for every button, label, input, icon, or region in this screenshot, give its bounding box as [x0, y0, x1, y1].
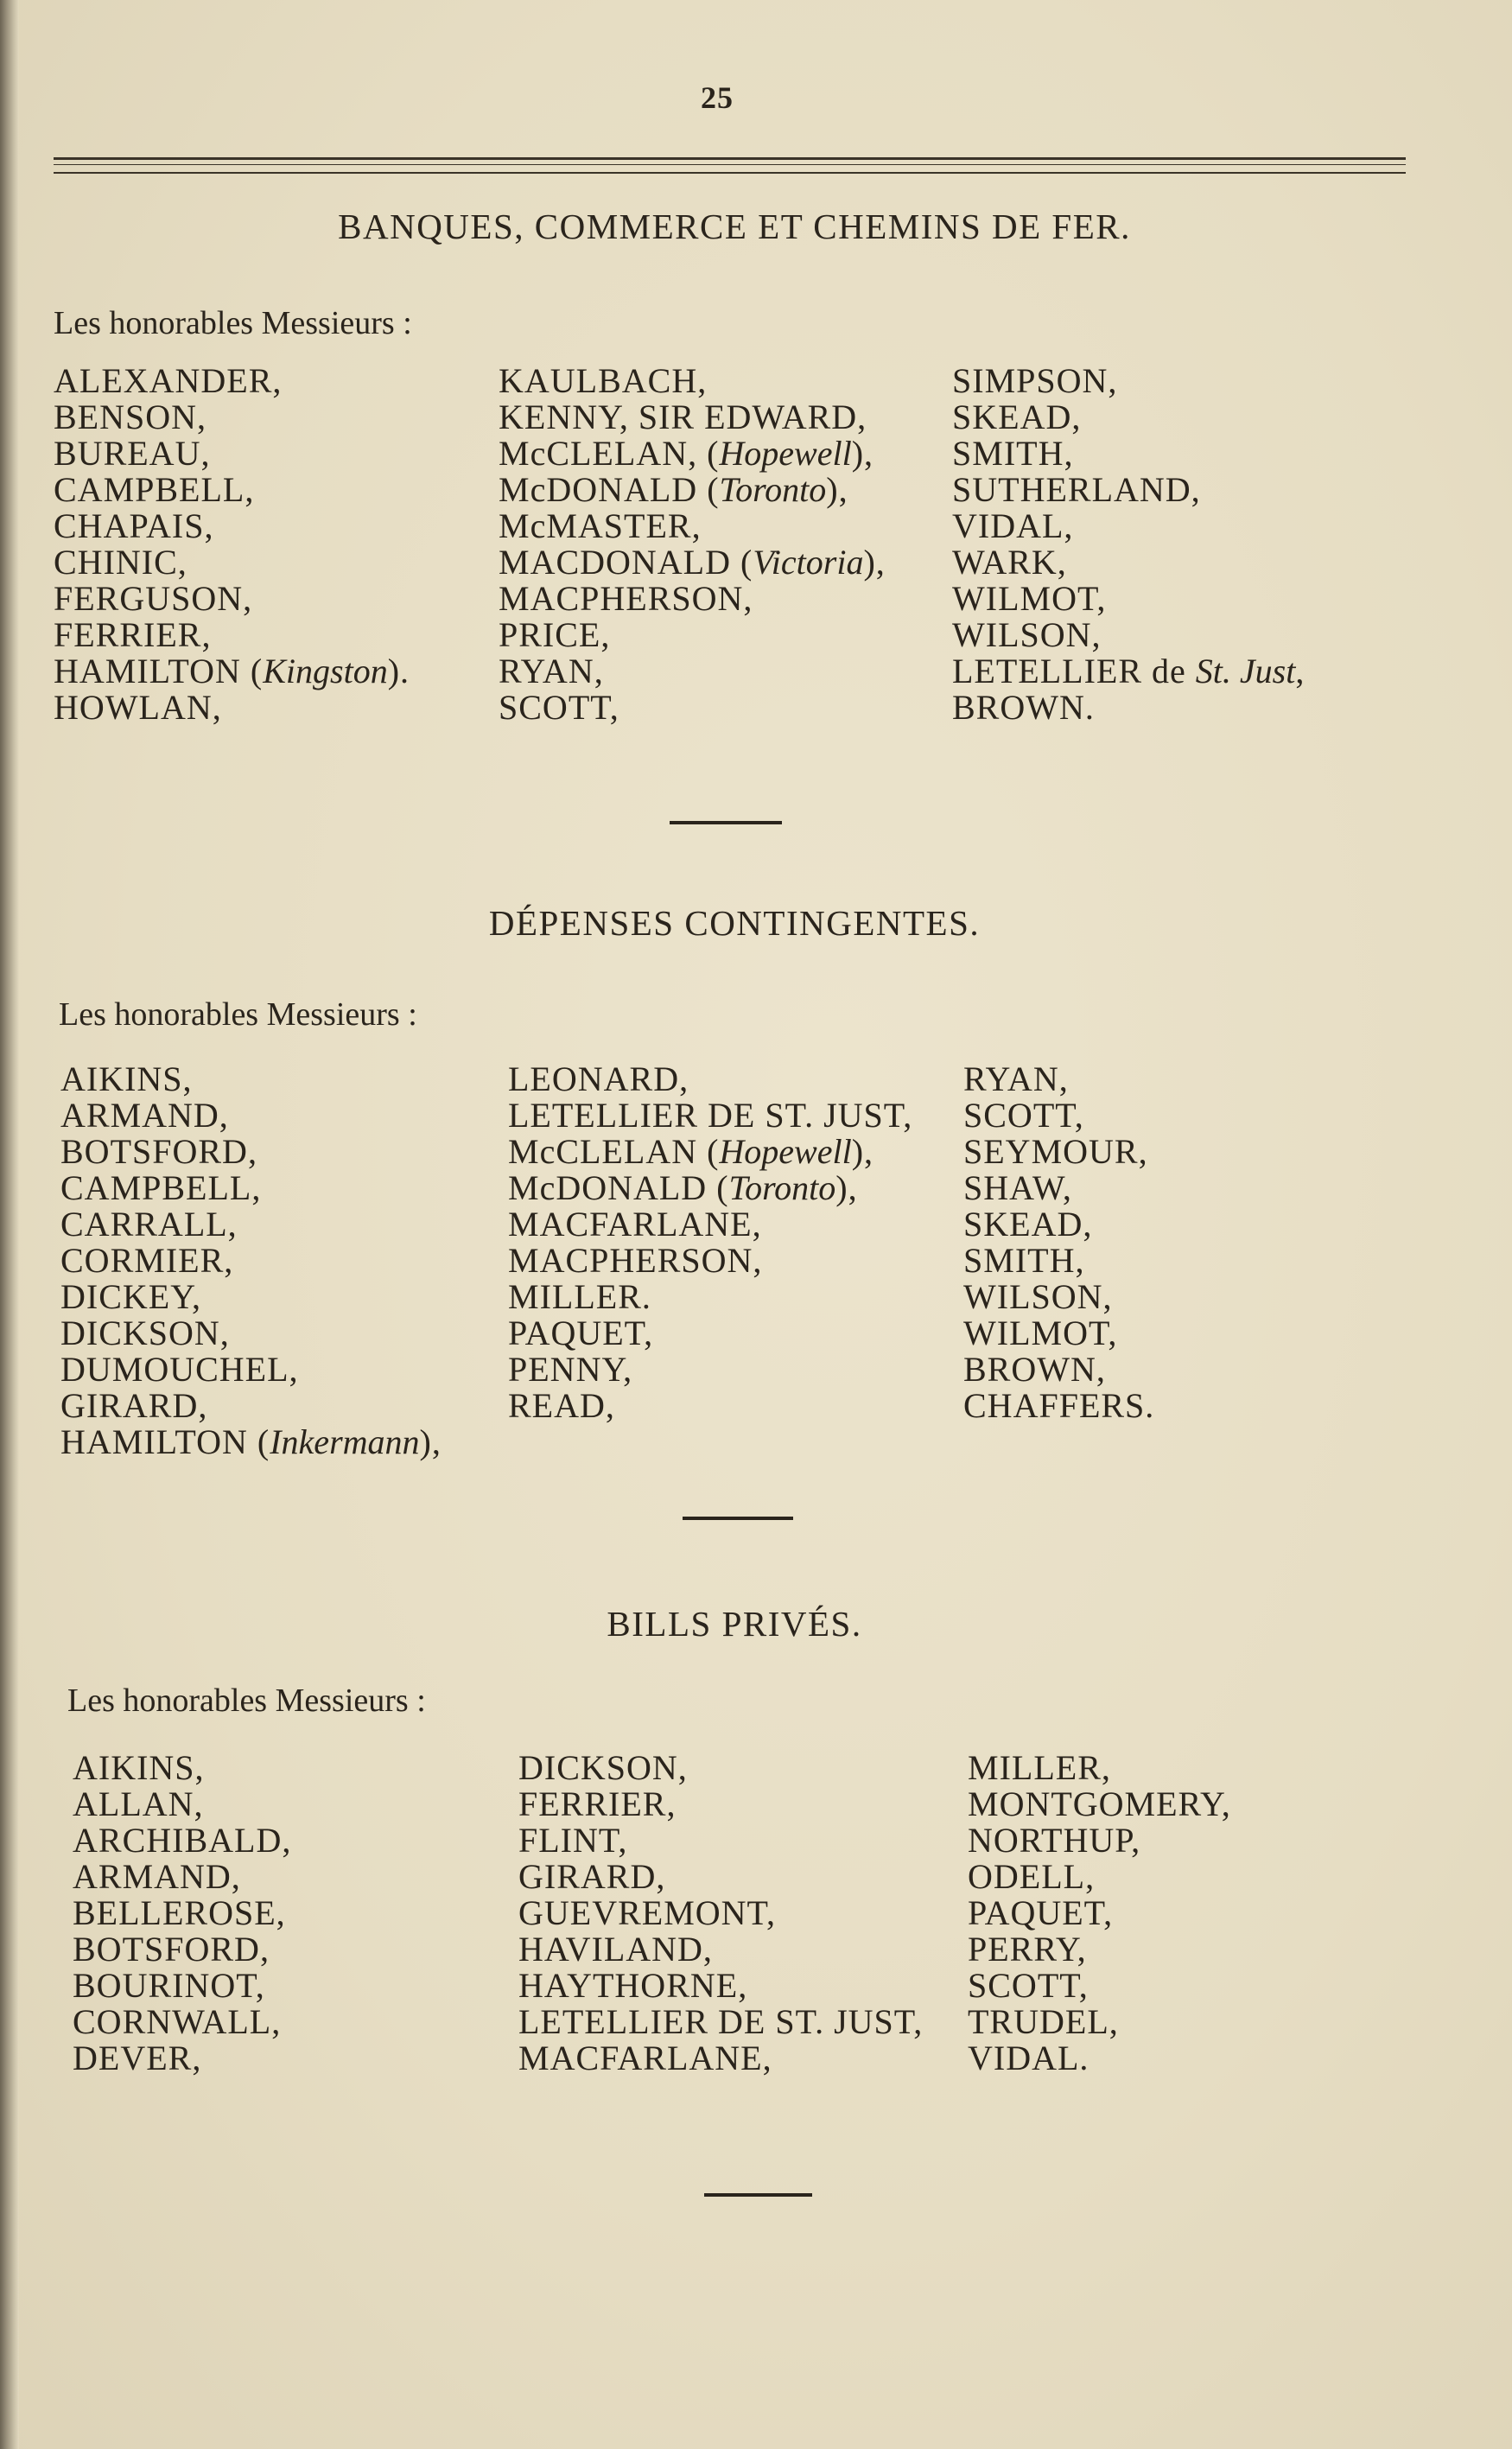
member-name	[499, 581, 886, 617]
member-name-text: CAMPBELL,	[60, 1168, 262, 1207]
member-name-text: CHINIC,	[54, 543, 187, 582]
member-name	[952, 653, 1305, 690]
member-name	[963, 1170, 1154, 1206]
member-name	[952, 399, 1305, 436]
member-name-text: DICKSON,	[518, 1748, 688, 1787]
member-name-text: BOURINOT,	[73, 1966, 265, 2005]
member-riding: Toronto	[728, 1168, 836, 1207]
member-name	[508, 1170, 912, 1206]
member-riding: St. Just	[1195, 652, 1296, 690]
member-name	[60, 1134, 442, 1170]
member-name	[508, 1388, 912, 1424]
member-name	[73, 2004, 291, 2040]
section-divider	[670, 821, 782, 824]
member-name-text: DICKSON,	[60, 1314, 230, 1352]
section-title-depenses: DÉPENSES CONTINGENTES.	[488, 903, 981, 943]
member-name	[968, 1750, 1231, 1786]
member-name	[508, 1206, 912, 1243]
member-name	[508, 1134, 912, 1170]
member-name-text: BROWN,	[963, 1350, 1106, 1389]
member-name	[518, 1786, 923, 1822]
member-name-text: DUMOUCHEL,	[60, 1350, 299, 1389]
member-name-text: MACPHERSON,	[499, 579, 753, 618]
member-name-text: SKEAD,	[963, 1205, 1093, 1244]
member-name-text: MILLER.	[508, 1277, 651, 1316]
member-name-text: WILSON,	[963, 1277, 1113, 1316]
member-name-text: BOTSFORD,	[60, 1132, 257, 1171]
member-name-text: MACFARLANE,	[508, 1205, 762, 1244]
member-name-text: GIRARD,	[60, 1386, 208, 1425]
member-name-text: GIRARD,	[518, 1857, 666, 1896]
member-name-text: HAMILTON (	[54, 652, 264, 690]
member-name-text: GUEVREMONT,	[518, 1893, 777, 1932]
binding-edge	[0, 0, 19, 2449]
member-name-text: BOTSFORD,	[73, 1930, 270, 1969]
member-name-text: SMITH,	[952, 434, 1074, 473]
member-name	[54, 472, 410, 508]
member-name-text: WARK,	[952, 543, 1067, 582]
member-name	[54, 617, 410, 653]
member-name-text: RYAN,	[963, 1059, 1069, 1098]
member-name-punctuation: ),	[851, 434, 874, 473]
member-name	[508, 1279, 912, 1315]
member-name-text: SEYMOUR,	[963, 1132, 1148, 1171]
member-name-text: AIKINS,	[73, 1748, 205, 1787]
member-name-text: BROWN.	[952, 688, 1095, 727]
member-name-text: McMASTER,	[499, 506, 702, 545]
member-name-text: LETELLIER DE ST. JUST,	[518, 2002, 924, 2041]
member-name-text: KENNY, SIR EDWARD,	[499, 398, 867, 436]
member-name-text: PENNY,	[508, 1350, 633, 1389]
member-name-text: McDONALD (	[508, 1168, 729, 1207]
member-name-text: MONTGOMERY,	[968, 1784, 1231, 1823]
member-name-text: FERRIER,	[54, 615, 212, 654]
member-name-text: VIDAL.	[968, 2039, 1090, 2077]
member-name	[968, 1822, 1231, 1859]
member-name-text: ODELL,	[968, 1857, 1096, 1896]
member-name-text: CORNWALL,	[73, 2002, 282, 2041]
member-name-text: PERRY,	[968, 1930, 1087, 1969]
member-name	[508, 1061, 912, 1097]
member-name-text: CAMPBELL,	[54, 470, 255, 509]
member-name-text: ALLAN,	[73, 1784, 204, 1823]
member-name	[508, 1097, 912, 1134]
member-name	[60, 1279, 442, 1315]
member-name-text: MACPHERSON,	[508, 1241, 763, 1280]
section-title-bills: BILLS PRIVÉS.	[607, 1604, 862, 1644]
member-name	[508, 1243, 912, 1279]
member-name	[60, 1097, 442, 1134]
member-name-text: NORTHUP,	[968, 1821, 1141, 1860]
member-name	[518, 1968, 923, 2004]
member-name	[60, 1352, 442, 1388]
member-name	[54, 690, 410, 726]
member-name-text: HOWLAN,	[54, 688, 222, 727]
member-name-text: VIDAL,	[952, 506, 1074, 545]
member-name-text: McCLELAN (	[508, 1132, 720, 1171]
member-riding: Hopewell	[719, 1132, 852, 1171]
member-name-text: CHAFFERS.	[963, 1386, 1155, 1425]
member-name	[968, 1859, 1231, 1895]
member-name	[499, 472, 886, 508]
member-name	[54, 399, 410, 436]
member-name	[968, 2004, 1231, 2040]
member-name	[968, 1895, 1231, 1931]
member-name-punctuation: ,	[1295, 652, 1306, 690]
member-name	[73, 1859, 291, 1895]
member-column	[963, 1061, 1154, 1424]
member-name-text: LEONARD,	[508, 1059, 689, 1098]
member-name	[60, 1061, 442, 1097]
section-intro-depenses: Les honorables Messieurs :	[59, 996, 417, 1033]
member-name	[54, 581, 410, 617]
member-name-text: TRUDEL,	[968, 2002, 1119, 2041]
member-name	[499, 617, 886, 653]
member-riding: Kingston	[263, 652, 388, 690]
member-name-text: FERRIER,	[518, 1784, 677, 1823]
member-name	[952, 617, 1305, 653]
member-riding: Victoria	[753, 543, 864, 582]
member-name	[499, 508, 886, 544]
member-name-text: SMITH,	[963, 1241, 1085, 1280]
member-name	[60, 1424, 442, 1460]
member-name	[499, 399, 886, 436]
member-name-text: PRICE,	[499, 615, 611, 654]
member-name	[968, 1931, 1231, 1968]
member-name	[952, 436, 1305, 472]
member-name	[968, 1968, 1231, 2004]
member-name	[60, 1206, 442, 1243]
member-name	[968, 2040, 1231, 2077]
member-name-text: SIMPSON,	[952, 361, 1118, 400]
member-name-text: ALEXANDER,	[54, 361, 283, 400]
member-column	[73, 1750, 291, 2077]
member-name	[952, 363, 1305, 399]
member-name	[60, 1170, 442, 1206]
member-name	[499, 436, 886, 472]
page-number: 25	[701, 80, 734, 115]
member-name-text: McDONALD (	[499, 470, 720, 509]
member-name-text: WILMOT,	[963, 1314, 1118, 1352]
section-intro-banques: Les honorables Messieurs :	[54, 305, 412, 341]
member-name	[952, 508, 1305, 544]
member-name-text: WILSON,	[952, 615, 1102, 654]
member-column	[499, 363, 886, 726]
member-name	[60, 1315, 442, 1352]
member-name	[499, 363, 886, 399]
member-name-text: BUREAU,	[54, 434, 211, 473]
member-name-text: PAQUET,	[508, 1314, 654, 1352]
member-riding: Hopewell	[719, 434, 852, 473]
member-name-text: McCLELAN, (	[499, 434, 720, 473]
member-name-punctuation: ).	[387, 652, 410, 690]
member-name-text: MACDONALD (	[499, 543, 753, 582]
member-name	[499, 653, 886, 690]
member-column	[60, 1061, 442, 1460]
member-name-text: PAQUET,	[968, 1893, 1114, 1932]
member-name-text: BENSON,	[54, 398, 207, 436]
member-name	[73, 1750, 291, 1786]
member-name	[499, 544, 886, 581]
member-name-text: MILLER,	[968, 1748, 1111, 1787]
header-rule	[54, 157, 1406, 174]
member-name	[518, 2040, 923, 2077]
member-name	[518, 2004, 923, 2040]
member-name	[518, 1895, 923, 1931]
member-name-text: CORMIER,	[60, 1241, 234, 1280]
member-name	[73, 1968, 291, 2004]
member-column	[518, 1750, 923, 2077]
member-name	[963, 1388, 1154, 1424]
member-name-text: ARMAND,	[73, 1857, 241, 1896]
member-name-text: MACFARLANE,	[518, 2039, 772, 2077]
member-name-text: SCOTT,	[963, 1096, 1084, 1135]
member-name	[73, 1786, 291, 1822]
member-name	[952, 690, 1305, 726]
section-title-banques: BANQUES, COMMERCE ET CHEMINS DE FER.	[338, 207, 1131, 246]
member-name-text: ARMAND,	[60, 1096, 229, 1135]
member-name	[508, 1315, 912, 1352]
member-name	[952, 544, 1305, 581]
member-name	[963, 1243, 1154, 1279]
member-name	[518, 1931, 923, 1968]
member-name	[54, 544, 410, 581]
member-name-text: SCOTT,	[968, 1966, 1089, 2005]
member-name-text: HAYTHORNE,	[518, 1966, 748, 2005]
member-name-text: FLINT,	[518, 1821, 628, 1860]
member-name-text: SCOTT,	[499, 688, 619, 727]
member-column	[968, 1750, 1231, 2077]
member-name-text: WILMOT,	[952, 579, 1107, 618]
member-name	[963, 1061, 1154, 1097]
member-name-text: LETELLIER de	[952, 652, 1196, 690]
member-name	[963, 1315, 1154, 1352]
member-column	[952, 363, 1305, 726]
member-name	[60, 1243, 442, 1279]
member-name-text: BELLEROSE,	[73, 1893, 286, 1932]
section-divider	[683, 1517, 793, 1520]
member-name-text: SUTHERLAND,	[952, 470, 1201, 509]
member-name-text: DEVER,	[73, 2039, 202, 2077]
member-name	[73, 2040, 291, 2077]
member-name-text: HAMILTON (	[60, 1422, 270, 1461]
member-name	[73, 1895, 291, 1931]
member-name	[963, 1352, 1154, 1388]
member-name-text: KAULBACH,	[499, 361, 708, 400]
member-name-punctuation: ),	[419, 1422, 442, 1461]
member-name	[60, 1388, 442, 1424]
member-name	[952, 581, 1305, 617]
member-name-text: CARRALL,	[60, 1205, 238, 1244]
member-name	[952, 472, 1305, 508]
member-name-text: AIKINS,	[60, 1059, 193, 1098]
member-name-text: SKEAD,	[952, 398, 1082, 436]
member-name	[518, 1859, 923, 1895]
member-name-text: FERGUSON,	[54, 579, 253, 618]
member-name-text: SHAW,	[963, 1168, 1072, 1207]
member-name-text: ARCHIBALD,	[73, 1821, 292, 1860]
section-intro-bills: Les honorables Messieurs :	[67, 1682, 426, 1719]
member-column	[54, 363, 410, 726]
section-divider	[704, 2193, 812, 2197]
member-riding: Toronto	[719, 470, 827, 509]
member-name	[518, 1822, 923, 1859]
member-name-punctuation: ),	[826, 470, 848, 509]
member-name-punctuation: ),	[835, 1168, 858, 1207]
member-name	[73, 1822, 291, 1859]
member-name	[963, 1134, 1154, 1170]
member-name	[963, 1206, 1154, 1243]
member-name	[968, 1786, 1231, 1822]
member-name-text: DICKEY,	[60, 1277, 201, 1316]
member-name-text: HAVILAND,	[518, 1930, 713, 1969]
member-name-text: LETELLIER DE ST. JUST,	[508, 1096, 913, 1135]
member-name	[73, 1931, 291, 1968]
member-name	[963, 1279, 1154, 1315]
member-name	[54, 508, 410, 544]
member-name-text: CHAPAIS,	[54, 506, 214, 545]
member-name	[508, 1352, 912, 1388]
member-column	[508, 1061, 912, 1424]
member-name	[518, 1750, 923, 1786]
member-name	[54, 653, 410, 690]
member-name	[963, 1097, 1154, 1134]
member-name-punctuation: ),	[851, 1132, 874, 1171]
member-name-text: READ,	[508, 1386, 615, 1425]
member-name	[54, 363, 410, 399]
member-name	[499, 690, 886, 726]
member-name	[54, 436, 410, 472]
member-name-text: RYAN,	[499, 652, 604, 690]
member-name-punctuation: ),	[863, 543, 886, 582]
member-riding: Inkermann	[270, 1422, 420, 1461]
